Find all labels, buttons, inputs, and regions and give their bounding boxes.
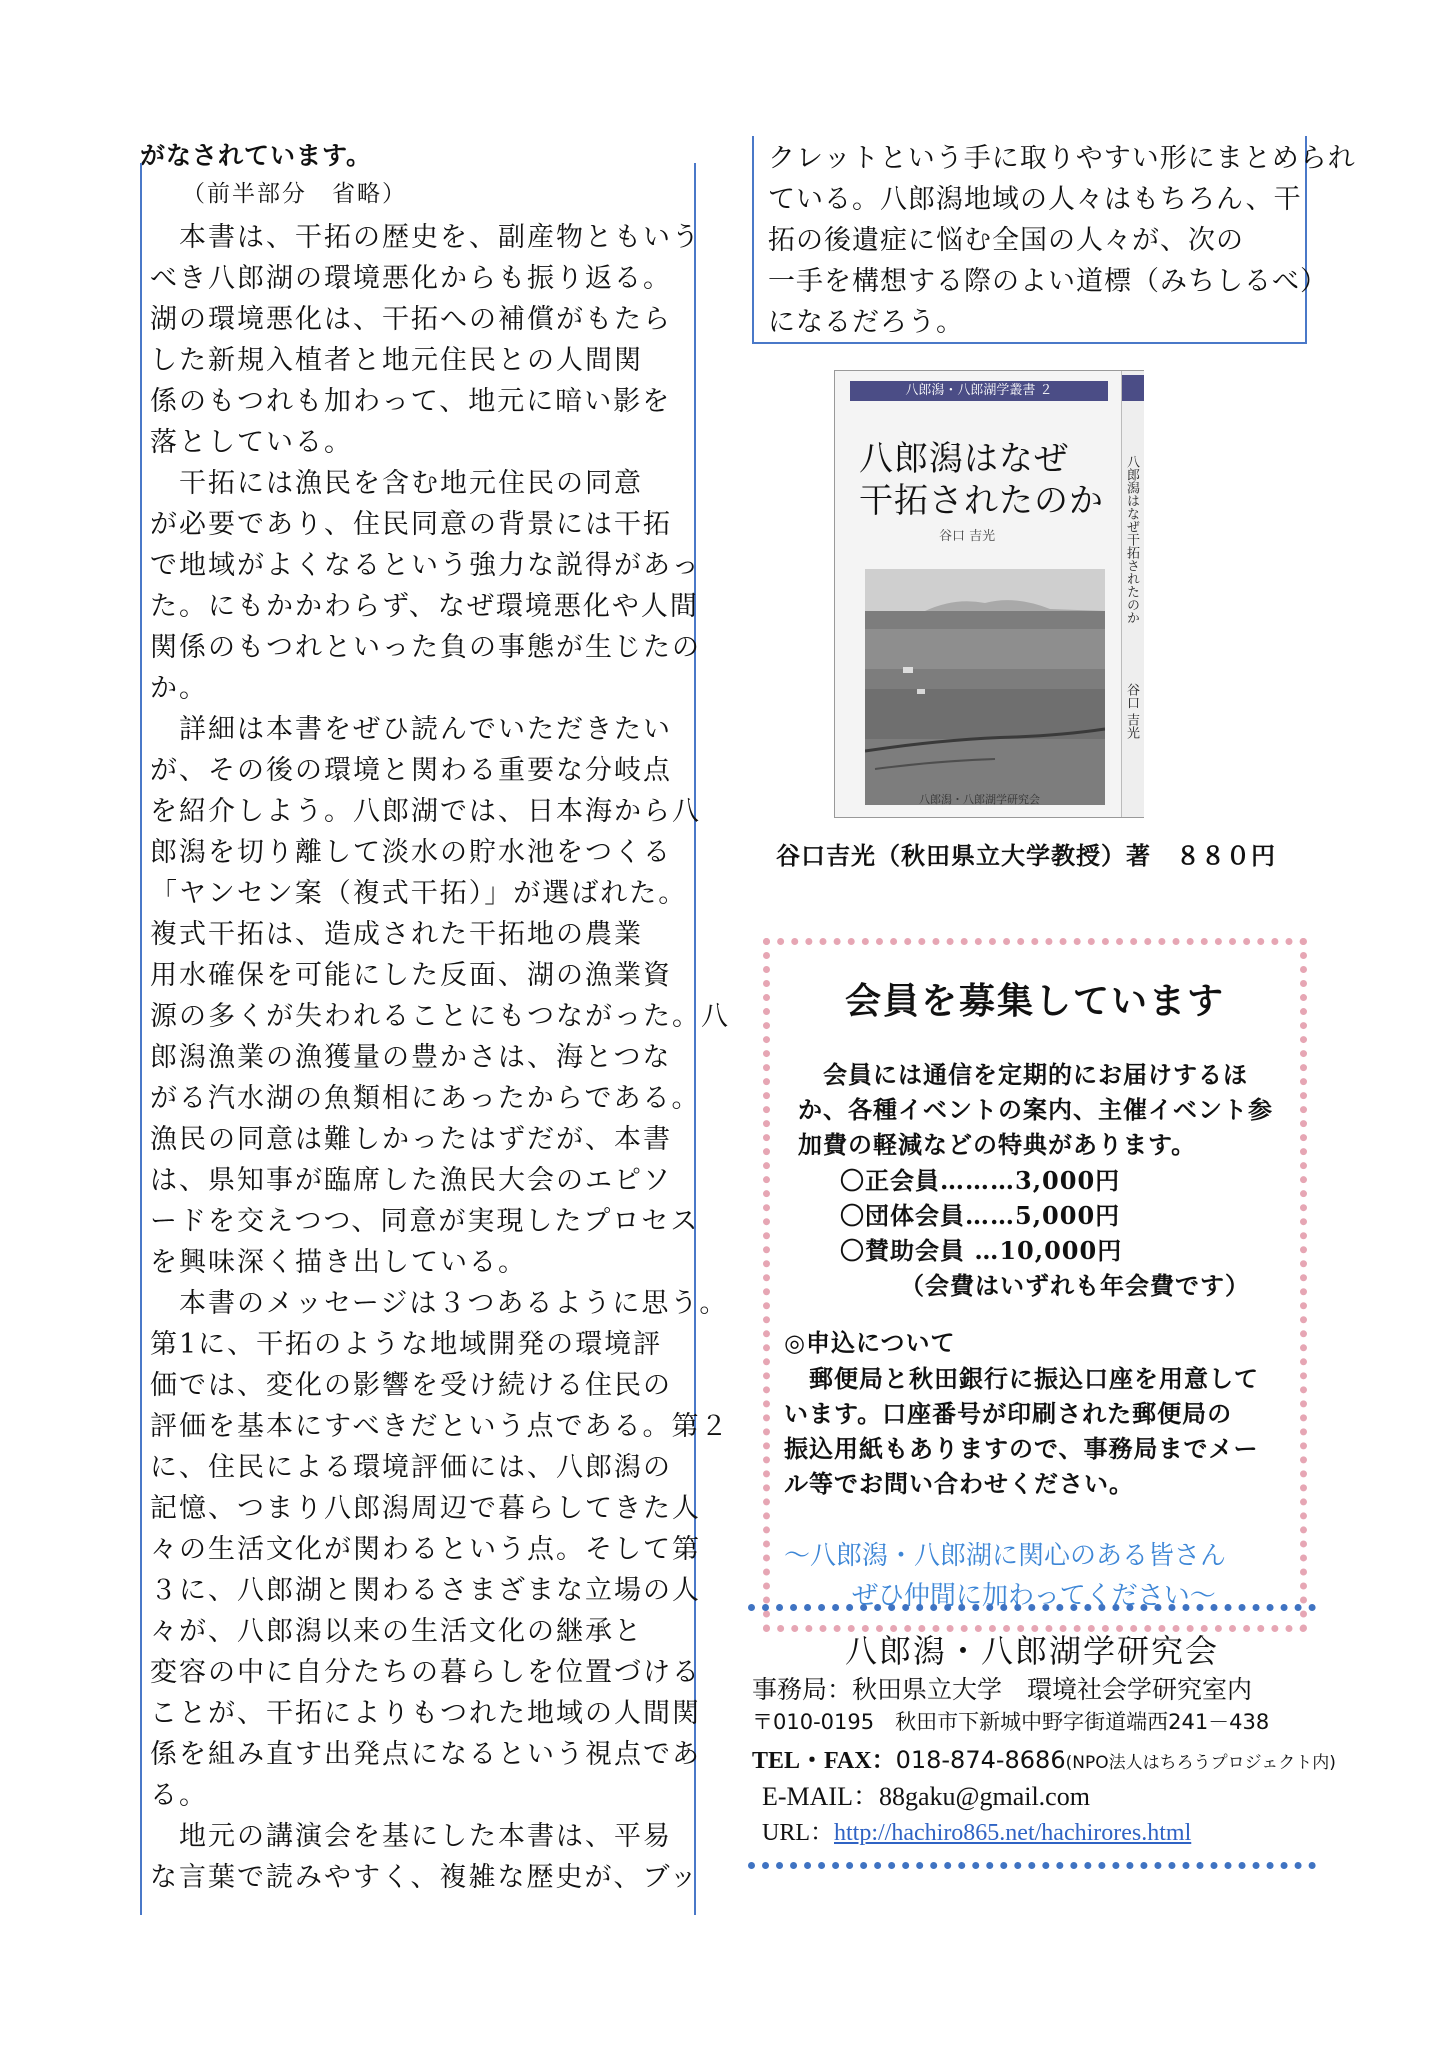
review-line: ードを交えつつ、同意が実現したプロセス: [150, 1206, 700, 1237]
review-line: 地元の講演会を基にした本書は、平易: [150, 1821, 672, 1852]
review-line: がる汽水湖の魚類相にあったからである。: [150, 1083, 701, 1114]
membership-intro-line: か、各種イベントの案内、主催イベント参: [798, 1095, 1273, 1124]
apply-line: 郵便局と秋田銀行に振込口座を用意して: [784, 1364, 1259, 1393]
call-to-action-line-2: ぜひ仲間に加わってください～: [852, 1581, 1216, 1611]
lagoon-photo: [865, 569, 1105, 805]
call-to-action-line-1: ～八郎潟・八郎湖に関心のある皆さん: [784, 1541, 1227, 1571]
review-line: 源の多くが失われることにもつながった。八: [150, 1001, 730, 1032]
email-row: [762, 1776, 1090, 1813]
membership-box: [763, 938, 1307, 1632]
review-line: を興味深く描き出している。: [150, 1247, 527, 1278]
membership-intro-line: 加費の軽減などの特典があります。: [798, 1130, 1197, 1159]
review-line: た。にもかかわらず、なぜ環境悪化や人間: [150, 591, 699, 622]
review-line: 係を組み直す出発点になるという視点であ: [150, 1739, 701, 1770]
review-line: 価では、変化の影響を受け続ける住民の: [150, 1370, 672, 1401]
email-address[interactable]: 88gaku@gmail.com: [878, 1782, 1090, 1811]
tel-label: TEL・FAX：: [752, 1748, 896, 1774]
review-line: 本書のメッセージは３つあるように思う。: [150, 1288, 729, 1319]
book-title-line-2: 干拓されたのか: [859, 481, 1104, 521]
review-line: 詳細は本書をぜひ読んでいただきたい: [150, 714, 672, 745]
spine-author: 谷口 吉光: [1124, 683, 1139, 740]
review-line: が必要であり、住民同意の背景には干拓: [150, 509, 672, 540]
apply-line: います。口座番号が印刷された郵便局の: [784, 1399, 1233, 1428]
fee-note: （会費はいずれも年会費です）: [900, 1271, 1250, 1300]
continuation-line: クレットという手に取りやすい形にまとめられ: [768, 143, 1356, 174]
book-series-label: 八郎潟・八郎湖学叢書 ２: [850, 381, 1108, 401]
continuation-line: になるだろう。: [768, 307, 964, 338]
book-title-line-1: 八郎潟はなぜ: [859, 439, 1069, 479]
review-line: ３に、八郎湖と関わるさまざまな立場の人: [150, 1575, 701, 1606]
book-spine: [1121, 371, 1144, 817]
book-cover: [834, 370, 1144, 818]
review-line: 湖の環境悪化は、干拓への補償がもたら: [150, 304, 672, 335]
fee-supporting: 〇賛助会員 …10,000円: [840, 1236, 1123, 1265]
lead-sentence: がなされています。: [140, 141, 373, 170]
organization-name: 八郎潟・八郎湖学研究会: [844, 1632, 1219, 1670]
review-line: 「ヤンセン案（複式干拓）」が選ばれた。: [150, 878, 688, 909]
review-line: 用水確保を可能にした反面、湖の漁業資: [150, 960, 672, 991]
review-line: 郎潟漁業の漁獲量の豊かさは、海とつな: [150, 1042, 672, 1073]
review-line: 干拓には漁民を含む地元住民の同意: [150, 468, 643, 499]
review-line: 本書は、干拓の歴史を、副産物ともいう: [150, 222, 701, 253]
lagoon-photo-graphic: [865, 569, 1105, 805]
review-line: 変容の中に自分たちの暮らしを位置づける: [150, 1657, 701, 1688]
review-line: ことが、干拓によりもつれた地域の人間関: [150, 1698, 701, 1729]
continuation-line: 一手を構想する際のよい道標（みちしるべ）: [768, 266, 1328, 297]
membership-heading: 会員を募集しています: [844, 981, 1225, 1022]
office-address: 事務局：秋田県立大学 環境社会学研究室内: [752, 1675, 1253, 1704]
continuation-line: ている。八郎潟地域の人々はもちろん、干: [768, 184, 1302, 215]
review-line: 複式干拓は、造成された干拓地の農業: [150, 919, 643, 950]
website-link[interactable]: http://hachiro865.net/hachirores.html: [834, 1820, 1192, 1846]
tel-note: (NPO法人はちろうプロジェクト内): [1065, 1753, 1336, 1773]
book-author: 谷口 吉光: [939, 529, 996, 544]
review-line: 評価を基本にすべきだという点である。第２: [150, 1411, 730, 1442]
postal-address: 〒010-0195 秋田市下新城中野字街道端西241－438: [752, 1710, 1270, 1734]
tel-number: 018-874-8686: [895, 1746, 1066, 1774]
review-line: した新規入植者と地元住民との人間関: [150, 345, 643, 376]
review-line: に、住民による環境評価には、八郎潟の: [150, 1452, 672, 1483]
review-line: 々が、八郎潟以来の生活文化の継承と: [150, 1616, 643, 1647]
review-line: べき八郎湖の環境悪化からも振り返る。: [150, 263, 672, 294]
book-publisher: 八郎潟・八郎湖学研究会: [919, 793, 1040, 806]
url-row: [762, 1812, 1191, 1847]
fee-regular: 〇正会員………3,000円: [840, 1166, 1121, 1195]
review-line: 郎潟を切り離して淡水の貯水池をつくる: [150, 837, 672, 868]
tel-fax: [752, 1740, 1336, 1775]
review-line: な言葉で読みやすく、複雑な歴史が、ブッ: [150, 1862, 699, 1893]
review-line: は、県知事が臨席した漁民大会のエピソ: [150, 1165, 672, 1196]
review-line: 漁民の同意は難しかったはずだが、本書: [150, 1124, 672, 1155]
apply-heading: ◎申込について: [784, 1328, 956, 1357]
review-column: [140, 163, 730, 1915]
dotted-rule-bottom: [748, 1862, 1316, 1869]
url-label: URL：: [762, 1820, 834, 1846]
membership-intro-line: 会員には通信を定期的にお届けするほ: [798, 1060, 1248, 1089]
apply-line: ル等でお問い合わせください。: [784, 1469, 1134, 1498]
spine-title: 八郎潟はなぜ干拓されたのか: [1124, 455, 1139, 624]
review-line: を紹介しよう。八郎湖では、日本海から八: [150, 796, 701, 827]
email-label: E-MAIL：: [762, 1782, 879, 1811]
review-line: 落としている。: [150, 427, 353, 458]
continuation-line: 拓の後遺症に悩む全国の人々が、次の: [768, 225, 1244, 256]
apply-line: 振込用紙もありますので、事務局までメー: [784, 1434, 1259, 1463]
review-line: 関係のもつれといった負の事態が生じたの: [150, 632, 701, 663]
review-line: が、その後の環境と関わる重要な分岐点: [150, 755, 672, 786]
spine-band: [1122, 375, 1144, 401]
review-line: 記憶、つまり八郎潟周辺で暮らしてきた人: [150, 1493, 701, 1524]
review-continuation: [752, 136, 1356, 344]
review-line: （前半部分 省略）: [182, 181, 407, 207]
review-line: か。: [150, 673, 208, 704]
review-line: で地域がよくなるという強力な説得があっ: [150, 550, 701, 581]
book-caption: 谷口吉光（秋田県立大学教授）著 ８８０円: [776, 842, 1276, 870]
fee-group: 〇団体会員……5,000円: [840, 1201, 1121, 1230]
review-line: 係のもつれも加わって、地元に暗い影を: [150, 386, 672, 417]
review-line: る。: [150, 1780, 208, 1811]
dotted-rule-top: [748, 1604, 1316, 1611]
review-line: 々の生活文化が関わるという点。そして第: [150, 1534, 701, 1565]
review-line: 第1に、干拓のような地域開発の環境評: [150, 1329, 663, 1360]
